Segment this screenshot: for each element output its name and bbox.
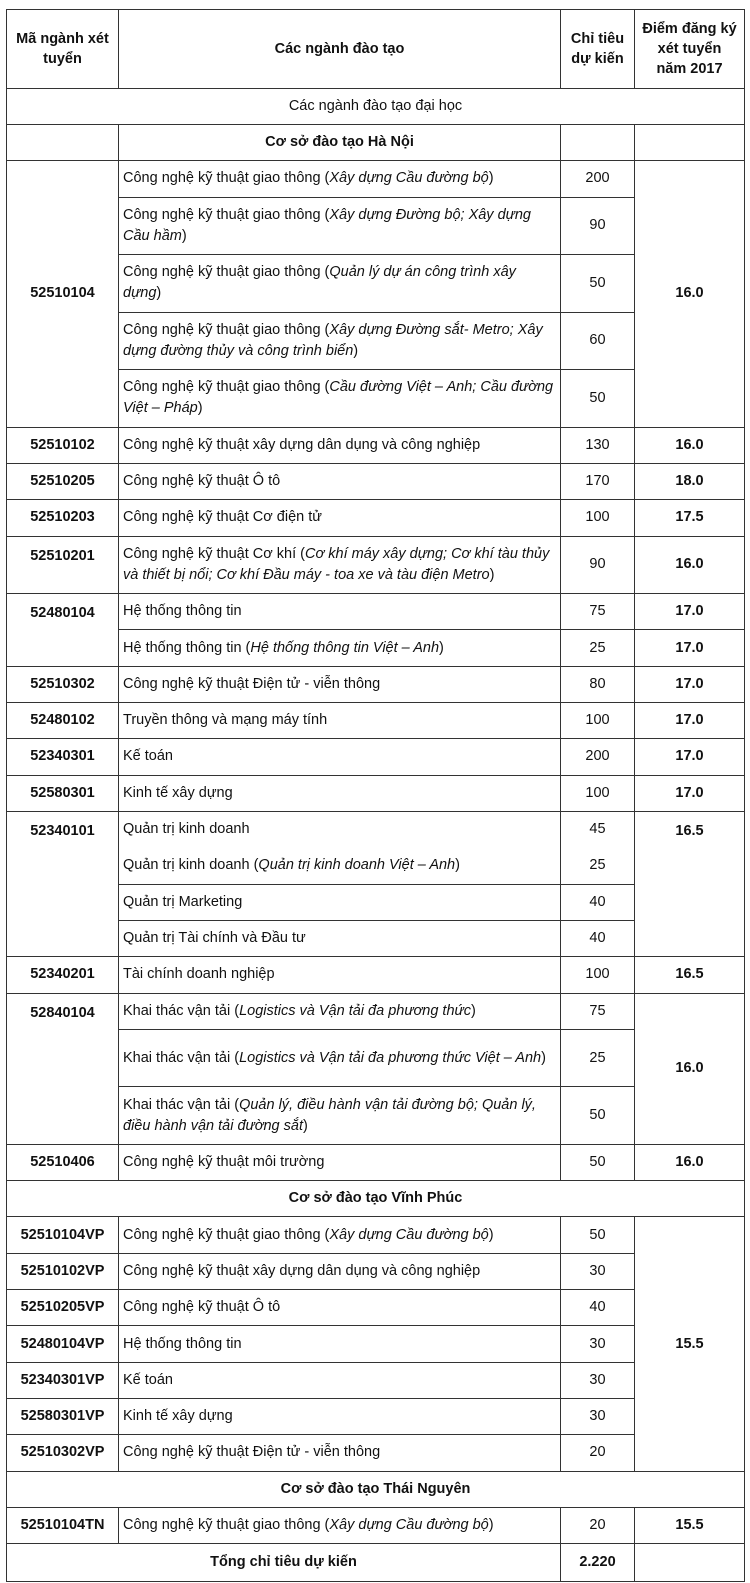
table-row: [7, 500, 745, 536]
quota-value: 200: [561, 739, 635, 775]
table-row: [7, 1217, 745, 1253]
quota-value: 40: [561, 884, 635, 920]
major-code: 52480102: [7, 703, 119, 739]
total-value: 2.220: [561, 1544, 635, 1582]
quota-value: 25: [561, 1029, 635, 1087]
score-value: 15.5: [635, 1217, 745, 1471]
major-name: Khai thác vận tải (Logistics và Vận tải đa phương thức): [119, 993, 561, 1029]
major-code: 52510406: [7, 1144, 119, 1180]
major-code: 52510205VP: [7, 1290, 119, 1326]
quota-value: 25: [561, 848, 635, 884]
quota-value: 60: [561, 312, 635, 370]
table-row: [7, 463, 745, 499]
score-value: 17.0: [635, 594, 745, 630]
table-row: [7, 666, 745, 702]
quota-value: 25: [561, 630, 635, 666]
quota-value: 50: [561, 370, 635, 428]
major-name: Công nghệ kỹ thuật xây dựng dân dụng và công nghiệp: [119, 1253, 561, 1289]
quota-value: 100: [561, 775, 635, 811]
campus-row: [7, 1471, 745, 1507]
major-name: Hệ thống thông tin (Hệ thống thông tin Việt – Anh): [119, 630, 561, 666]
major-name: Công nghệ kỹ thuật Ô tô: [119, 463, 561, 499]
header-quota: Chỉ tiêu dự kiến: [561, 10, 635, 89]
campus-hanoi: Cơ sở đào tạo Hà Nội: [119, 125, 561, 161]
major-code: 52510201: [7, 536, 119, 594]
major-name: Truyền thông và mạng máy tính: [119, 703, 561, 739]
header-row: [7, 10, 745, 89]
campus-row: [7, 125, 745, 161]
quota-value: 50: [561, 1087, 635, 1145]
score-value: 18.0: [635, 463, 745, 499]
major-code: 52510102VP: [7, 1253, 119, 1289]
major-code: 52480104: [7, 594, 119, 667]
major-code: 52510205: [7, 463, 119, 499]
score-value: 17.0: [635, 775, 745, 811]
score-value: 17.0: [635, 739, 745, 775]
quota-value: 75: [561, 594, 635, 630]
major-name: Khai thác vận tải (Quản lý, điều hành vận tải đường bộ; Quản lý, điều hành vận tải đường sắt): [119, 1087, 561, 1145]
quota-value: 30: [561, 1326, 635, 1362]
major-name: Quản trị Marketing: [119, 884, 561, 920]
major-code: 52510102: [7, 427, 119, 463]
header-code: Mã ngành xét tuyển: [7, 10, 119, 89]
quota-value: 130: [561, 427, 635, 463]
table-row: [7, 1144, 745, 1180]
major-code: 52510302: [7, 666, 119, 702]
major-name: Công nghệ kỹ thuật xây dựng dân dụng và công nghiệp: [119, 427, 561, 463]
score-value: 17.0: [635, 703, 745, 739]
admission-table: [6, 9, 745, 1582]
major-code: 52510104TN: [7, 1507, 119, 1543]
table-row: [7, 536, 745, 594]
quota-value: 30: [561, 1399, 635, 1435]
score-value: 16.0: [635, 1144, 745, 1180]
quota-value: 80: [561, 666, 635, 702]
major-name: Công nghệ kỹ thuật Điện tử - viễn thông: [119, 1435, 561, 1471]
major-name: Công nghệ kỹ thuật giao thông (Cầu đường Việt – Anh; Cầu đường Việt – Pháp): [119, 370, 561, 428]
section-title: Các ngành đào tạo đại học: [7, 88, 745, 124]
score-value: 16.0: [635, 536, 745, 594]
major-name: Công nghệ kỹ thuật giao thông (Xây dựng Cầu đường bộ): [119, 161, 561, 197]
major-code: 52510302VP: [7, 1435, 119, 1471]
quota-value: 40: [561, 1290, 635, 1326]
score-value: 16.5: [635, 957, 745, 993]
major-name: Kế toán: [119, 1362, 561, 1398]
major-name: Công nghệ kỹ thuật giao thông (Quản lý dự án công trình xây dựng): [119, 255, 561, 313]
score-value: 16.0: [635, 427, 745, 463]
table-row: [7, 1507, 745, 1543]
major-name: Hệ thống thông tin: [119, 594, 561, 630]
major-name: Quản trị kinh doanh: [119, 811, 561, 847]
campus-row: [7, 1181, 745, 1217]
major-name: Công nghệ kỹ thuật giao thông (Xây dựng Cầu đường bộ): [119, 1507, 561, 1543]
table-row: [7, 811, 745, 847]
major-name: Công nghệ kỹ thuật giao thông (Xây dựng Cầu đường bộ): [119, 1217, 561, 1253]
major-name: Hệ thống thông tin: [119, 1326, 561, 1362]
major-name: Kinh tế xây dựng: [119, 775, 561, 811]
quota-value: 50: [561, 1217, 635, 1253]
major-code: 52510104: [7, 161, 119, 427]
major-name: Quản trị kinh doanh (Quản trị kinh doanh Việt – Anh): [119, 848, 561, 884]
quota-value: 30: [561, 1362, 635, 1398]
major-code: 52340201: [7, 957, 119, 993]
quota-value: 20: [561, 1507, 635, 1543]
table-row: [7, 957, 745, 993]
table-row: [7, 1362, 745, 1398]
header-score: Điểm đăng ký xét tuyển năm 2017: [635, 10, 745, 89]
table-row: [7, 1399, 745, 1435]
quota-value: 100: [561, 500, 635, 536]
score-value: 15.5: [635, 1507, 745, 1543]
quota-value: 90: [561, 536, 635, 594]
major-code: 52340101: [7, 811, 119, 956]
score-value: 17.0: [635, 630, 745, 666]
quota-value: 200: [561, 161, 635, 197]
section-row: [7, 88, 745, 124]
major-code: 52840104: [7, 993, 119, 1144]
quota-value: 30: [561, 1253, 635, 1289]
quota-value: 50: [561, 1144, 635, 1180]
major-name: Tài chính doanh nghiệp: [119, 957, 561, 993]
total-label: Tổng chỉ tiêu dự kiến: [7, 1544, 561, 1582]
quota-value: 170: [561, 463, 635, 499]
major-name: Công nghệ kỹ thuật giao thông (Xây dựng Đường bộ; Xây dựng Cầu hầm): [119, 197, 561, 255]
score-value: 16.0: [635, 993, 745, 1144]
major-code: 52340301VP: [7, 1362, 119, 1398]
major-name: Công nghệ kỹ thuật Cơ điện tử: [119, 500, 561, 536]
major-code: 52510203: [7, 500, 119, 536]
table-row: [7, 1326, 745, 1362]
table-row: [7, 703, 745, 739]
table-row: [7, 1435, 745, 1471]
campus-vinhphuc: Cơ sở đào tạo Vĩnh Phúc: [7, 1181, 745, 1217]
quota-value: 20: [561, 1435, 635, 1471]
major-code: 52340301: [7, 739, 119, 775]
table-row: [7, 1253, 745, 1289]
table-row: [7, 739, 745, 775]
score-value: 17.0: [635, 666, 745, 702]
quota-value: 90: [561, 197, 635, 255]
score-value: 16.0: [635, 161, 745, 427]
quota-value: 40: [561, 920, 635, 956]
score-value: 16.5: [635, 811, 745, 956]
major-name: Quản trị Tài chính và Đầu tư: [119, 920, 561, 956]
quota-value: 100: [561, 957, 635, 993]
quota-value: 50: [561, 255, 635, 313]
major-code: 52510104VP: [7, 1217, 119, 1253]
major-name: Công nghệ kỹ thuật môi trường: [119, 1144, 561, 1180]
total-row: [7, 1544, 745, 1582]
quota-value: 75: [561, 993, 635, 1029]
header-major: Các ngành đào tạo: [119, 10, 561, 89]
table-row: [7, 161, 745, 197]
quota-value: 45: [561, 811, 635, 847]
major-code: 52580301VP: [7, 1399, 119, 1435]
table-row: [7, 775, 745, 811]
table-row: [7, 1290, 745, 1326]
major-name: Kinh tế xây dựng: [119, 1399, 561, 1435]
major-code: 52480104VP: [7, 1326, 119, 1362]
major-name: Công nghệ kỹ thuật Cơ khí (Cơ khí máy xây dựng; Cơ khí tàu thủy và thiết bị nổi; Cơ khí Đầu máy - toa xe và tàu điện Metro): [119, 536, 561, 594]
campus-thainguyen: Cơ sở đào tạo Thái Nguyên: [7, 1471, 745, 1507]
table-row: [7, 427, 745, 463]
quota-value: 100: [561, 703, 635, 739]
major-name: Kế toán: [119, 739, 561, 775]
major-name: Khai thác vận tải (Logistics và Vận tải đa phương thức Việt – Anh): [119, 1029, 561, 1087]
table-row: [7, 993, 745, 1029]
major-name: Công nghệ kỹ thuật Ô tô: [119, 1290, 561, 1326]
table-row: [7, 594, 745, 630]
score-value: 17.5: [635, 500, 745, 536]
major-name: Công nghệ kỹ thuật giao thông (Xây dựng Đường sắt- Metro; Xây dựng đường thủy và công trình biển): [119, 312, 561, 370]
major-name: Công nghệ kỹ thuật Điện tử - viễn thông: [119, 666, 561, 702]
major-code: 52580301: [7, 775, 119, 811]
